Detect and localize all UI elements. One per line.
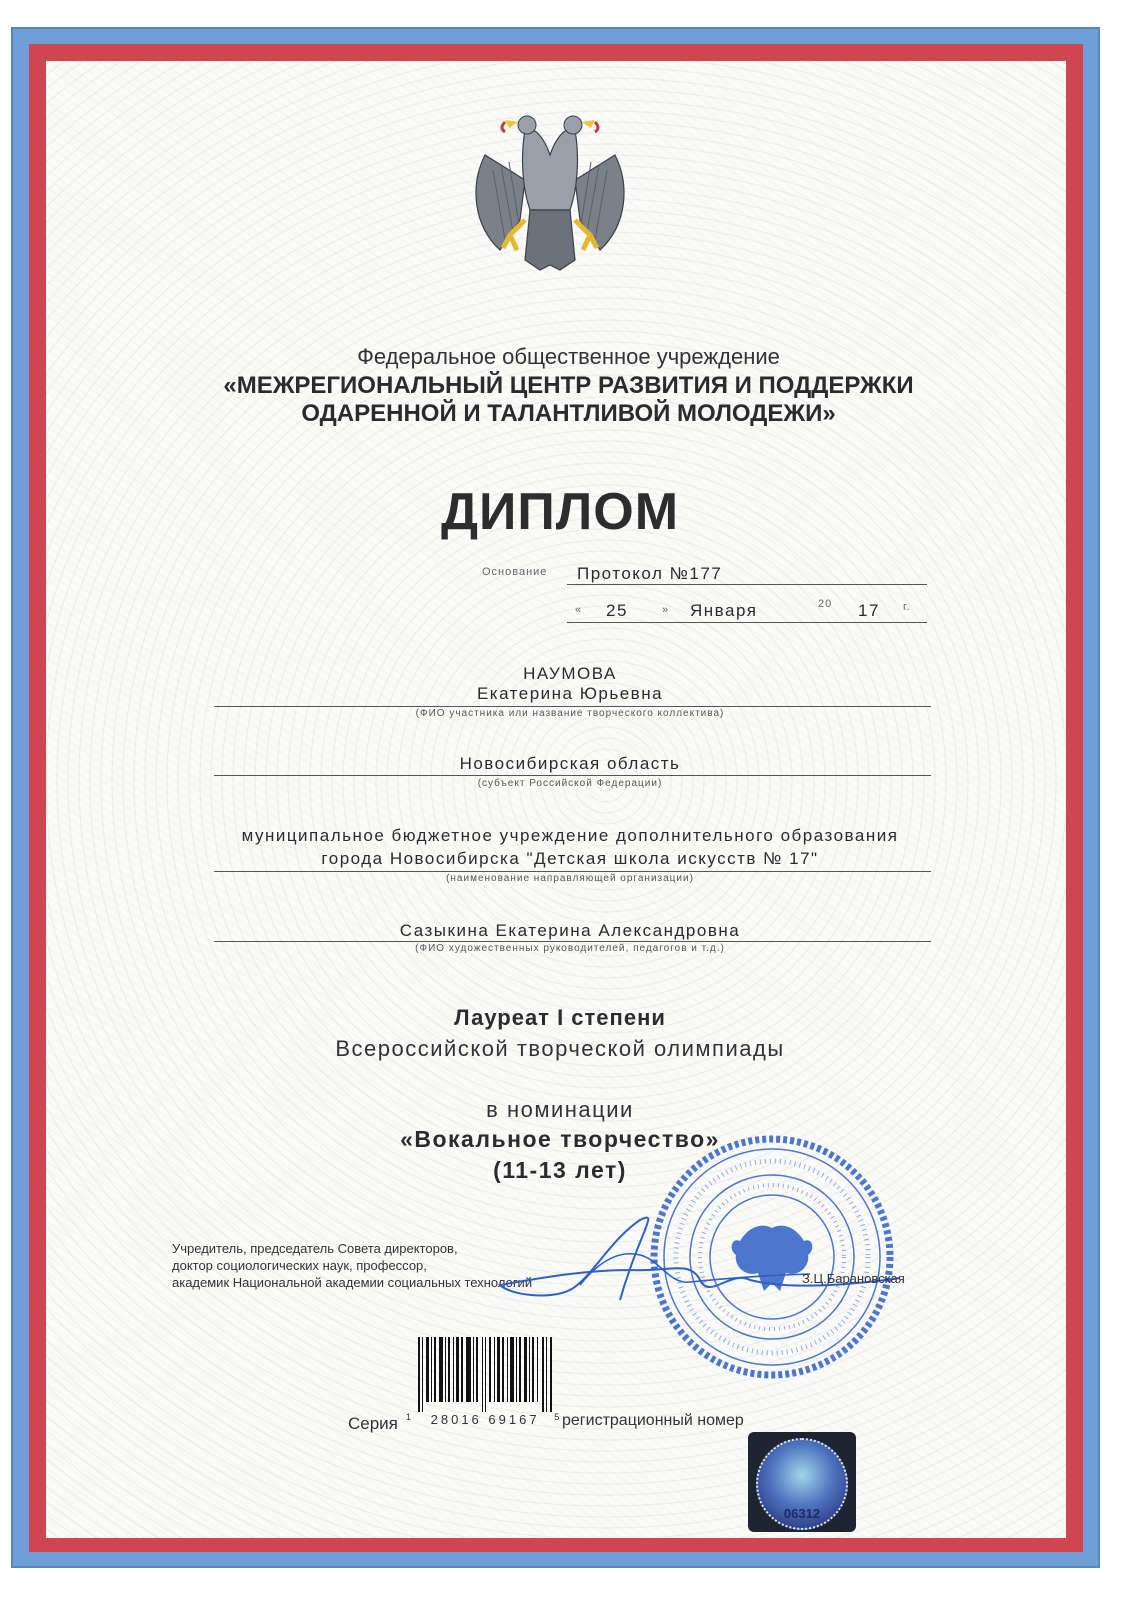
- nomination-age-group: (11-13 лет): [493, 1157, 627, 1183]
- date-underline: [567, 622, 927, 623]
- diploma-title: ДИПЛОМ: [440, 483, 680, 541]
- basis-value: Протокол №177: [577, 564, 723, 583]
- organization-underline: [214, 871, 931, 872]
- hologram-number: 06312: [783, 1506, 821, 1521]
- award-event: Всероссийской творческой олимпиады: [335, 1036, 785, 1061]
- date-year: 17: [858, 601, 880, 620]
- date-month: Января: [690, 601, 758, 620]
- signer-name: З.Ц.Барановская: [802, 1271, 905, 1286]
- date-open-quote: «: [575, 604, 583, 616]
- region-underline: [214, 775, 931, 776]
- supervisor-underline: [214, 941, 931, 942]
- nomination-name: «Вокальное творчество»: [400, 1126, 720, 1152]
- barcode-icon: [418, 1337, 554, 1412]
- nomination-prefix: в номинации: [486, 1097, 634, 1122]
- barcode-prefix: 1: [406, 1412, 415, 1422]
- organization-hint: (наименование направляющей организации): [446, 873, 694, 884]
- award-title: Лауреат I степени: [454, 1005, 666, 1030]
- participant-underline: [214, 706, 931, 707]
- double-headed-eagle-icon: [465, 100, 635, 275]
- date-day: 25: [606, 601, 628, 620]
- participant-name: Екатерина Юрьевна: [476, 684, 664, 703]
- hologram-sticker: [748, 1432, 856, 1532]
- series-label: Серия: [348, 1414, 398, 1433]
- region-value: Новосибирская область: [459, 754, 681, 773]
- organization-line-1: муниципальное бюджетное учреждение дополнительного образования: [241, 826, 899, 845]
- header-line-3: ОДАРЕННОЙ И ТАЛАНТЛИВОЙ МОЛОДЕЖИ»: [301, 400, 836, 427]
- founder-line-3: академик Национальной академии социальных технологий: [172, 1275, 533, 1290]
- barcode-suffix: 5: [554, 1412, 563, 1422]
- signature-icon: [490, 1190, 910, 1330]
- date-close-quote: »: [662, 604, 670, 616]
- supervisor-value: Сазыкина Екатерина Александровна: [399, 921, 741, 940]
- barcode-digits: 28016 69167: [430, 1412, 540, 1427]
- header-line-2: «МЕЖРЕГИОНАЛЬНЫЙ ЦЕНТР РАЗВИТИЯ И ПОДДЕРЖКИ: [223, 372, 914, 399]
- registration-number-label: регистрационный номер: [562, 1412, 744, 1429]
- basis-label: Основание: [482, 566, 548, 578]
- participant-surname: НАУМОВА: [523, 664, 617, 683]
- founder-credentials: [172, 1240, 532, 1291]
- barcode-number: [406, 1412, 562, 1427]
- supervisor-hint: (ФИО художественных руководителей, педагогов и т.д.): [415, 943, 725, 954]
- basis-underline: [567, 584, 927, 585]
- region-hint: (субъект Российской Федерации): [477, 778, 663, 789]
- date-year-suffix: г.: [903, 601, 911, 613]
- founder-line-1: Учредитель, председатель Совета директоров,: [172, 1241, 458, 1256]
- header-line-1: Федеральное общественное учреждение: [357, 344, 780, 369]
- participant-hint: (ФИО участника или название творческого коллектива): [415, 708, 725, 719]
- organization-line-2: города Новосибирска "Детская школа искусств № 17": [321, 849, 819, 868]
- founder-line-2: доктор социологических наук, профессор,: [172, 1258, 427, 1273]
- date-century: 20: [818, 598, 833, 610]
